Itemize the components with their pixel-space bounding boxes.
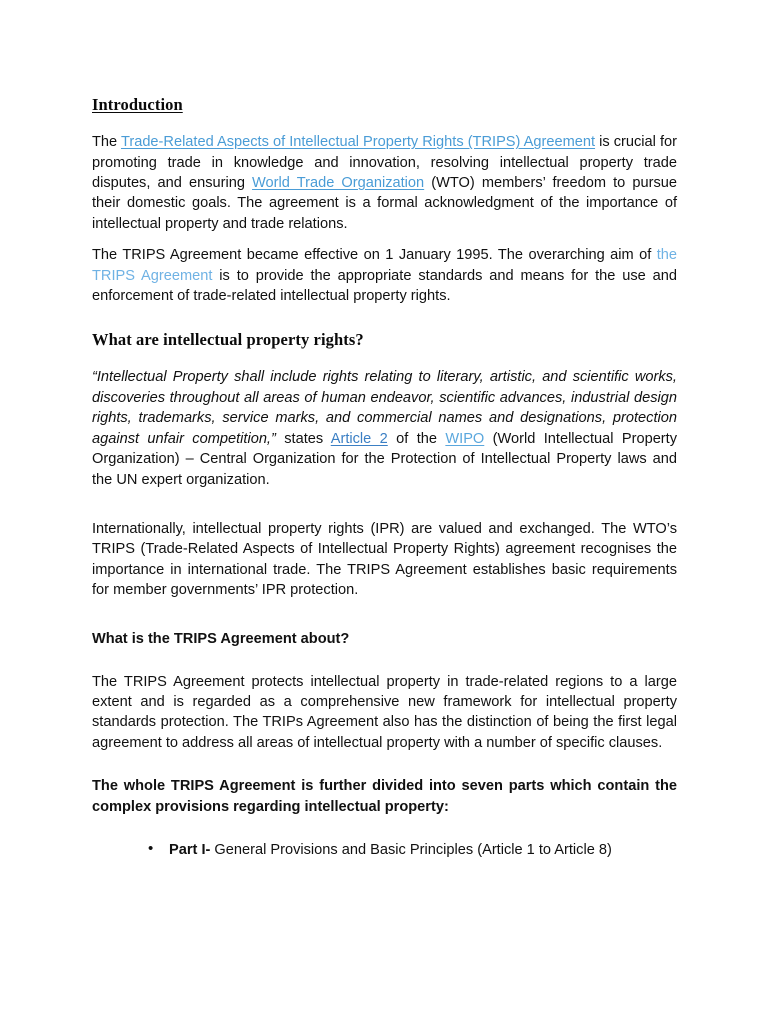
text-fragment: (World Intellectual Property Organization) – Central Organization for the Protection of Intellectual Property laws and the UN expert organization. xyxy=(92,430,678,488)
part-description: General Provisions and Basic Principles (Article 1 to Article 8) xyxy=(210,841,612,858)
link-world-trade-organization[interactable]: World Trade Organization xyxy=(252,174,425,191)
paragraph-ipr-international: Internationally, intellectual property rights (IPR) are valued and exchanged. The WTO’s TRIPS (Trade-Related Aspects of Intellectual Property Rights) agreement recognises the importance in international trade. The TRIPS Agreement establishes basic requirements for member governments’ IPR protection. xyxy=(92,520,677,599)
paragraph-about-trips-1: The TRIPS Agreement protects intellectual property in trade-related regions to a large extent and is regarded as a comprehensive new framework for intellectual property standards protection. The TRIPs Agreement also has the distinction of being the first legal agreement to address all areas of intellectual property with a number of specific clauses. xyxy=(92,673,677,751)
spacer xyxy=(92,753,677,776)
document-content xyxy=(92,94,677,860)
paragraph-parts-lead-in: The whole TRIPS Agreement is further divided into seven parts which contain the complex provisions regarding intellectual property: xyxy=(92,778,677,815)
text-fragment: is to provide the appropriate standards and means for the use and enforcement of trade-related intellectual property rights. xyxy=(92,267,677,304)
heading-introduction: Introduction xyxy=(92,95,183,114)
paragraph-introduction-2 xyxy=(92,245,677,306)
spacer xyxy=(92,601,677,630)
spacer xyxy=(92,649,677,672)
part-label: Part I- xyxy=(169,841,211,858)
link-the-trips-agreement[interactable]: the TRIPS Agreement xyxy=(92,247,677,284)
heading-ipr-rights: What are intellectual property rights? xyxy=(92,330,364,350)
link-wipo[interactable]: WIPO xyxy=(445,430,485,447)
spacer xyxy=(92,115,677,132)
text-fragment: (WTO) members’ freedom to pursue their domestic goals. The agreement is a formal acknowledgment of the importance of intellectual property and trade relations. xyxy=(92,174,677,232)
spacer xyxy=(92,350,677,367)
list-item xyxy=(148,840,677,860)
parts-list xyxy=(92,840,677,860)
paragraph-introduction-1 xyxy=(92,132,677,234)
text-fragment: The xyxy=(92,134,121,151)
paragraph-ipr-quote xyxy=(92,367,677,489)
text-fragment: states xyxy=(275,430,331,447)
text-fragment: The TRIPS Agreement became effective on 1 January 1995. The overarching aim of xyxy=(92,247,657,264)
quote-text: “Intellectual Property shall include rights relating to literary, artistic, and scientific works, discoveries throughout all areas of human endeavor, scientific advances, industrial design rights, trademarks, service marks, and commercial names and designations, protection against unfair competition,” xyxy=(92,369,677,447)
spacer xyxy=(92,234,677,245)
text-fragment: of the xyxy=(387,430,446,447)
text-fragment: is crucial for promoting trade in knowledge and innovation, resolving intellectual property trade disputes, and ensuring xyxy=(92,134,677,191)
spacer xyxy=(92,306,677,329)
spacer xyxy=(92,817,677,840)
heading-about-trips: What is the TRIPS Agreement about? xyxy=(92,630,350,647)
link-article-2[interactable]: Article 2 xyxy=(330,430,388,447)
link-trips-agreement-full[interactable]: Trade-Related Aspects of Intellectual Property Rights (TRIPS) Agreement xyxy=(120,134,596,151)
spacer xyxy=(92,490,677,519)
